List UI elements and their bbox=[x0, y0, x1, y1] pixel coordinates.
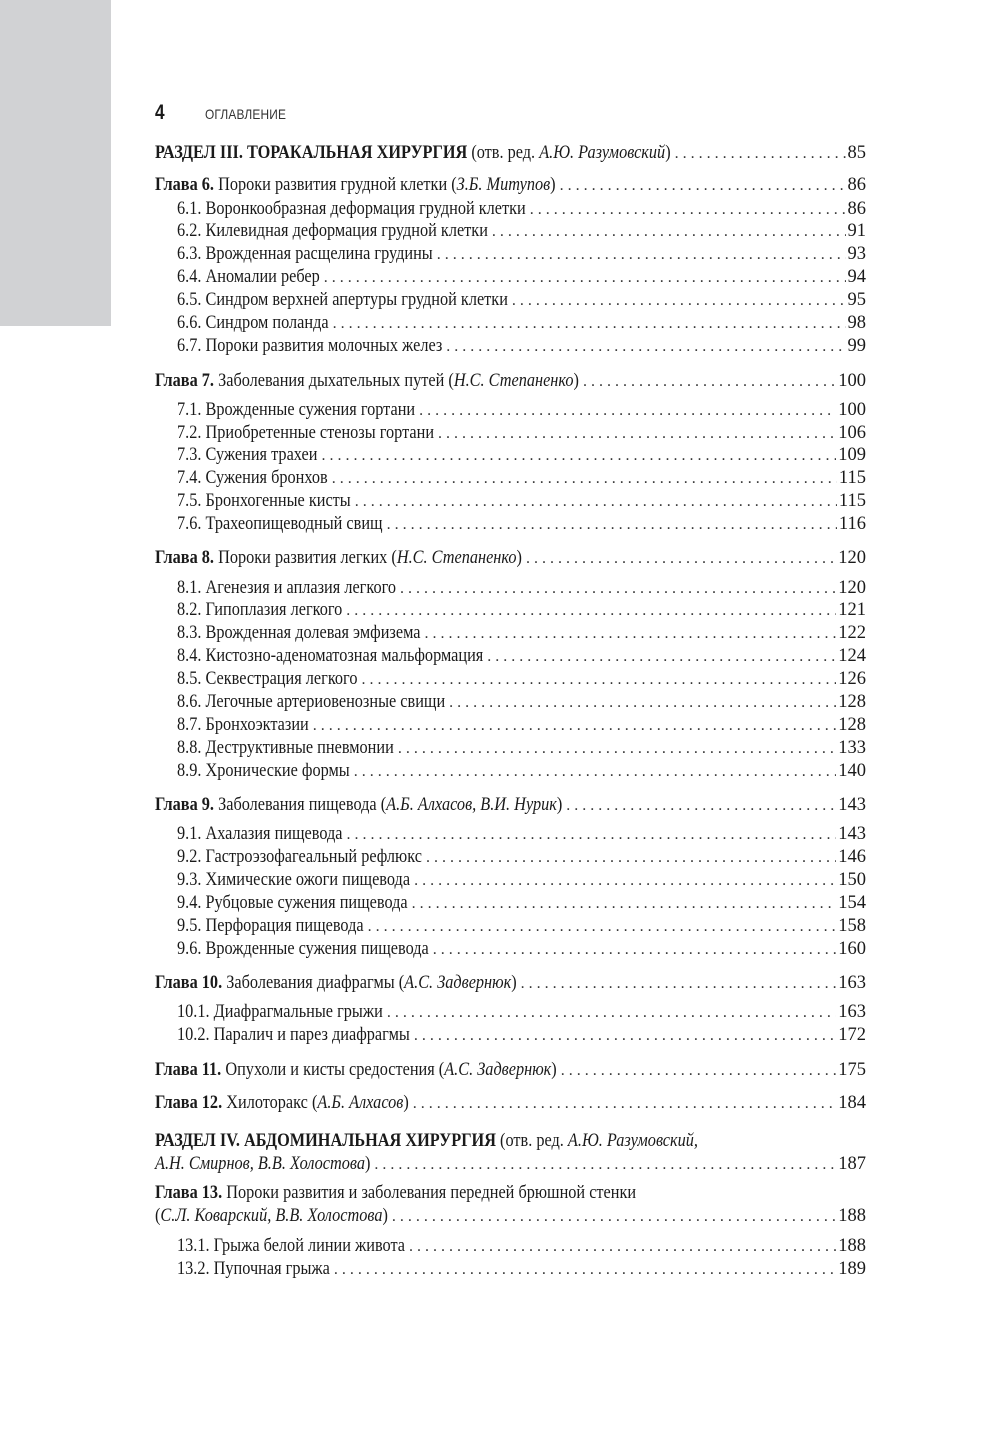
leader-dots bbox=[566, 794, 836, 818]
toc-item[interactable]: 7.4. Сужения бронхов . . . 115 bbox=[177, 466, 866, 490]
page-ref: 187 bbox=[838, 1154, 866, 1174]
editor: А.Ю. Разумовский bbox=[539, 143, 666, 163]
leader-dots bbox=[347, 823, 837, 847]
toc-item[interactable]: 9.4. Рубцовые сужения пищевода . . . 154 bbox=[177, 891, 866, 915]
leader-dots bbox=[321, 444, 836, 468]
toc-item[interactable]: 10.1. Диафрагмальные грыжи . . . 163 bbox=[177, 1000, 866, 1024]
toc-chapter-7[interactable]: Глава 7. Заболевания дыхательных путей (Н.С. Степаненко) . . . 100 bbox=[155, 369, 866, 393]
leader-dots bbox=[560, 174, 846, 198]
toc-item[interactable]: 8.2. Гипоплазия легкого . . . 121 bbox=[177, 598, 866, 622]
page-ref: 175 bbox=[838, 1060, 866, 1080]
toc-item[interactable]: 6.6. Синдром поланда . . . 98 bbox=[177, 311, 866, 335]
toc-section-3[interactable]: РАЗДЕЛ III. ТОРАКАЛЬНАЯ ХИРУРГИЯ (отв. ред. А.Ю. Разумовский) . . . 85 bbox=[155, 141, 866, 165]
leader-dots bbox=[398, 737, 836, 761]
toc-chapter-13-line2[interactable]: (С.Л. Коварский, В.В. Холостова) . . . 188 bbox=[155, 1204, 866, 1228]
toc-item[interactable]: 6.4. Аномалии ребер . . . 94 bbox=[177, 265, 866, 289]
page-edge-block bbox=[0, 0, 111, 326]
toc-item[interactable]: 6.2. Килевидная деформация грудной клетки . . . 91 bbox=[177, 219, 866, 243]
leader-dots bbox=[368, 915, 837, 939]
page-ref: 100 bbox=[838, 371, 866, 391]
running-header bbox=[155, 101, 300, 129]
page-ref: 163 bbox=[838, 973, 866, 993]
leader-dots bbox=[433, 938, 837, 962]
leader-dots bbox=[424, 622, 836, 646]
toc-chapter-8[interactable]: Глава 8. Пороки развития легких (Н.С. Степаненко) . . . 120 bbox=[155, 546, 866, 570]
leader-dots bbox=[426, 846, 836, 870]
toc-item[interactable]: 7.6. Трахеопищеводный свищ . . . 116 bbox=[177, 512, 866, 536]
leader-dots bbox=[437, 243, 846, 267]
leader-dots bbox=[446, 335, 845, 359]
toc-chapter-11[interactable]: Глава 11. Опухоли и кисты средостения (А.С. Задвернюк) . . . 175 bbox=[155, 1058, 866, 1082]
leader-dots bbox=[334, 1258, 836, 1282]
leader-dots bbox=[487, 645, 836, 669]
leader-dots bbox=[449, 691, 836, 715]
author: Н.С. Степаненко bbox=[396, 548, 517, 568]
leader-dots bbox=[324, 266, 846, 290]
author: С.Л. Коварский, В.В. Холостова bbox=[160, 1206, 383, 1226]
section-label: РАЗДЕЛ IV. АБДОМИНАЛЬНАЯ ХИРУРГИЯ bbox=[155, 1131, 496, 1151]
toc-item[interactable]: 8.7. Бронхоэктазии . . . 128 bbox=[177, 713, 866, 737]
author: А.С. Задвернюк bbox=[444, 1060, 552, 1080]
toc-item[interactable]: 13.2. Пупочная грыжа . . . 189 bbox=[177, 1257, 866, 1281]
section-label: РАЗДЕЛ III. ТОРАКАЛЬНАЯ ХИРУРГИЯ bbox=[155, 143, 468, 163]
toc-item[interactable]: 8.4. Кистозно-аденоматозная мальформация . . . 124 bbox=[177, 644, 866, 668]
leader-dots bbox=[346, 599, 836, 623]
toc-section-4-line2[interactable]: А.Н. Смирнов, В.В. Холостова) . . . 187 bbox=[155, 1152, 866, 1176]
running-title: ОГЛАВЛЕНИЕ bbox=[205, 106, 287, 122]
toc-item[interactable]: 7.5. Бронхогенные кисты . . . 115 bbox=[177, 489, 866, 513]
toc-item[interactable]: 9.1. Ахалазия пищевода . . . 143 bbox=[177, 822, 866, 846]
leader-dots bbox=[332, 467, 837, 491]
toc-item[interactable]: 10.2. Паралич и парез диафрагмы . . . 172 bbox=[177, 1023, 866, 1047]
toc-item[interactable]: 9.3. Химические ожоги пищевода . . . 150 bbox=[177, 868, 866, 892]
toc-chapter-12[interactable]: Глава 12. Хилоторакс (А.Б. Алхасов) . . . 184 bbox=[155, 1091, 866, 1115]
toc-item[interactable]: 7.3. Сужения трахеи . . . 109 bbox=[177, 443, 866, 467]
toc-item[interactable]: 9.2. Гастроэзофагеальный рефлюкс . . . 146 bbox=[177, 845, 866, 869]
author: З.Б. Митупов bbox=[456, 175, 551, 195]
leader-dots bbox=[387, 1001, 836, 1025]
toc-chapter-9[interactable]: Глава 9. Заболевания пищевода (А.Б. Алхасов, В.И. Нурик) . . . 143 bbox=[155, 793, 866, 817]
leader-dots bbox=[387, 513, 837, 537]
leader-dots bbox=[392, 1205, 836, 1229]
page-number: 4 bbox=[155, 101, 165, 124]
page-ref: 120 bbox=[838, 548, 866, 568]
toc-item[interactable]: 6.7. Пороки развития молочных желез . . . 99 bbox=[177, 334, 866, 358]
toc-item[interactable]: 6.5. Синдром верхней апертуры грудной клетки . . . 95 bbox=[177, 288, 866, 312]
toc-item[interactable]: 9.6. Врожденные сужения пищевода . . . 160 bbox=[177, 937, 866, 961]
toc-item[interactable]: 9.5. Перфорация пищевода . . . 158 bbox=[177, 914, 866, 938]
leader-dots bbox=[374, 1153, 836, 1177]
toc-item[interactable]: 7.1. Врожденные сужения гортани . . . 100 bbox=[177, 398, 866, 422]
leader-dots bbox=[526, 547, 836, 571]
author: А.Б. Алхасов bbox=[317, 1093, 404, 1113]
leader-dots bbox=[414, 1024, 836, 1048]
page-ref: 143 bbox=[838, 795, 866, 815]
leader-dots bbox=[361, 668, 836, 692]
page-ref: 188 bbox=[838, 1206, 866, 1226]
toc-item[interactable]: 8.3. Врожденная долевая эмфизема . . . 122 bbox=[177, 621, 866, 645]
toc-chapter-6[interactable]: Глава 6. Пороки развития грудной клетки (З.Б. Митупов) . . . 86 bbox=[155, 173, 866, 197]
leader-dots bbox=[313, 714, 836, 738]
leader-dots bbox=[675, 142, 846, 166]
toc-item[interactable]: 8.1. Агенезия и аплазия легкого . . . 120 bbox=[177, 576, 866, 600]
leader-dots bbox=[355, 490, 837, 514]
leader-dots bbox=[583, 370, 836, 394]
toc-item[interactable]: 8.8. Деструктивные пневмонии . . . 133 bbox=[177, 736, 866, 760]
toc-item[interactable]: 8.6. Легочные артериовенозные свищи . . . 128 bbox=[177, 690, 866, 714]
page-ref: 184 bbox=[838, 1093, 866, 1113]
leader-dots bbox=[414, 869, 836, 893]
author: Н.С. Степаненко bbox=[453, 371, 574, 391]
toc-item[interactable]: 6.3. Врожденная расщелина грудины . . . 93 bbox=[177, 242, 866, 266]
toc-chapter-13-line1[interactable]: Глава 13. Пороки развития и заболевания передней брюшной стенки bbox=[155, 1183, 637, 1203]
leader-dots bbox=[512, 289, 846, 313]
author: А.Б. Алхасов, В.И. Нурик bbox=[386, 795, 557, 815]
leader-dots bbox=[412, 892, 837, 916]
toc-item[interactable]: 13.1. Грыжа белой линии живота . . . 188 bbox=[177, 1234, 866, 1258]
toc-item[interactable]: 8.5. Секвестрация легкого . . . 126 bbox=[177, 667, 866, 691]
author: А.С. Задвернюк bbox=[404, 973, 512, 993]
toc-item[interactable]: 7.2. Приобретенные стенозы гортани . . . 106 bbox=[177, 421, 866, 445]
toc-item[interactable]: 6.1. Воронкообразная деформация грудной клетки . . . 86 bbox=[177, 197, 866, 221]
leader-dots bbox=[409, 1235, 836, 1259]
leader-dots bbox=[521, 972, 837, 996]
page-ref: 85 bbox=[847, 143, 866, 163]
leader-dots bbox=[333, 312, 846, 336]
leader-dots bbox=[419, 399, 836, 423]
toc-section-4-line1[interactable]: РАЗДЕЛ IV. АБДОМИНАЛЬНАЯ ХИРУРГИЯ (отв. ред. А.Ю. Разумовский, bbox=[155, 1131, 698, 1151]
page-ref: 86 bbox=[847, 175, 866, 195]
toc-item[interactable]: 8.9. Хронические формы . . . 140 bbox=[177, 759, 866, 783]
leader-dots bbox=[492, 220, 846, 244]
leader-dots bbox=[561, 1059, 837, 1083]
leader-dots bbox=[354, 760, 837, 784]
leader-dots bbox=[413, 1092, 836, 1116]
toc-chapter-10[interactable]: Глава 10. Заболевания диафрагмы (А.С. Задвернюк) . . . 163 bbox=[155, 971, 866, 995]
